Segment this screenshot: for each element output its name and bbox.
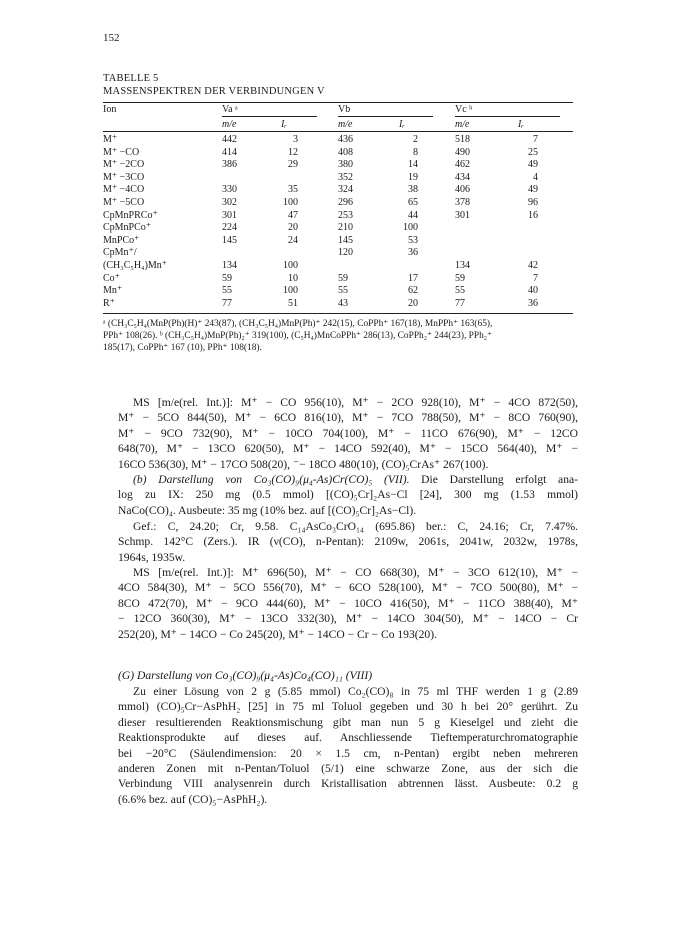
mass-spectrum-paragraph-2 bbox=[118, 565, 578, 642]
preparation-b-paragraph bbox=[118, 472, 578, 518]
table-cell-va-ir: 29 bbox=[288, 159, 298, 171]
table-cell-vb-ir: 38 bbox=[408, 184, 418, 196]
table-cell-va-ir: 3 bbox=[293, 134, 298, 145]
text-line: (6.6% bez. auf (CO)₅−AsPhH₂). bbox=[118, 792, 268, 806]
table-cell-ion: M⁺ −4CO bbox=[103, 184, 145, 196]
table-cell-vc-ir: 7 bbox=[533, 272, 538, 284]
table-cell-ion: M⁺ −2CO bbox=[103, 159, 145, 171]
table-bottom-rule bbox=[103, 313, 573, 314]
table-cell-vc-me: 406 bbox=[455, 184, 470, 196]
table-cell-vc-ir: 4 bbox=[533, 171, 538, 183]
sub-header-va-me: m/e bbox=[222, 119, 237, 130]
table-cell-vc-me: 77 bbox=[455, 297, 465, 309]
table-cell-va-me: 55 bbox=[222, 285, 232, 297]
table-cell-vb-me: 296 bbox=[338, 197, 353, 208]
table-cell-vc-ir: 49 bbox=[528, 184, 538, 196]
table-footnote: ᵃ (CH₃C₅H₄(MnP(Ph)(H)⁺ 243(87), (CH₃C₅H₄)MnP(Ph)⁺ 242(15), CoPPh⁺ 167(18), MnPPh⁺ 163(65), bbox=[103, 319, 493, 329]
table-cell-vc-me: 134 bbox=[455, 260, 470, 271]
table-cell-va-me: 414 bbox=[222, 146, 237, 158]
col-header-vb: Vb bbox=[338, 104, 351, 115]
table-vc-rule bbox=[455, 116, 560, 117]
page-number: 152 bbox=[103, 32, 120, 44]
table-cell-vb-ir: 62 bbox=[408, 285, 418, 297]
table-cell-va-me: 59 bbox=[222, 272, 232, 284]
text-line: − 12CO 360(30), M⁺ − 13CO 332(30), M⁺ − 14CO 304(50), M⁺ − 14CO − Cr bbox=[118, 612, 578, 626]
table-footnote: 185(17), CoPPh⁺ 167 (10), PPh⁺ 108(18). bbox=[103, 343, 262, 353]
table-cell-ion: CpMnPCo⁺ bbox=[103, 222, 152, 234]
table-cell-vb-ir: 17 bbox=[408, 272, 418, 284]
table-cell-vb-ir: 8 bbox=[413, 146, 418, 158]
table-cell-vc-ir: 7 bbox=[533, 134, 538, 145]
table-cell-vc-ir: 42 bbox=[528, 260, 538, 271]
table-cell-vb-ir: 19 bbox=[408, 171, 418, 183]
sub-header-va-ir: Iᵣ bbox=[281, 119, 287, 130]
table-cell-va-ir: 12 bbox=[288, 146, 298, 158]
table-cell-vb-me: 352 bbox=[338, 171, 353, 183]
text-line: 1964s, 1935w. bbox=[118, 550, 186, 564]
table-cell-ion: M⁺ −3CO bbox=[103, 171, 145, 183]
table-vb-rule bbox=[338, 116, 433, 117]
col-header-vc: Vc ᵇ bbox=[455, 104, 473, 115]
text-line: anderen Zonen mit n-Pentan/Toluol (5/1) eine schwarze Zone, aus der sich die bbox=[118, 761, 578, 775]
text-line: Schmp. 142°C (Zers.). IR (ν(CO), n-Pentan): 2109w, 2061s, 2041w, 2032w, 1978s, bbox=[118, 535, 578, 549]
text-line: dieser resultierenden Reaktionsmischung gibt man nun 5 g Kieselgel und zieht die bbox=[118, 715, 578, 729]
table-cell-vc-me: 55 bbox=[455, 285, 465, 297]
table-cell-vb-me: 43 bbox=[338, 297, 348, 309]
table-cell-vc-me: 518 bbox=[455, 134, 470, 145]
table-cell-va-me: 302 bbox=[222, 197, 237, 208]
mass-spectrum-paragraph-1 bbox=[118, 395, 578, 472]
table-cell-va-ir: 47 bbox=[288, 209, 298, 221]
table-cell-vb-ir: 36 bbox=[408, 247, 418, 259]
table-cell-va-me: 442 bbox=[222, 134, 237, 145]
col-header-va: Va ᵃ bbox=[222, 104, 238, 115]
text-line: log zu IX: 250 mg (0.5 mmol) [(CO)₅Cr]₂As−Cl [24], 300 mg (1.53 mmol) bbox=[118, 488, 578, 502]
table-cell-va-ir: 35 bbox=[288, 184, 298, 196]
table-cell-vc-me: 301 bbox=[455, 209, 470, 221]
table-cell-vc-ir: 49 bbox=[528, 159, 538, 171]
table-subtitle: MASSENSPEKTREN DER VERBINDUNGEN V bbox=[103, 86, 325, 97]
text-span: Die Darstellung erfolgt ana- bbox=[409, 473, 578, 486]
table-cell-va-ir: 10 bbox=[288, 272, 298, 284]
table-cell-vb-me: 210 bbox=[338, 222, 353, 234]
table-cell-va-ir: 51 bbox=[288, 297, 298, 309]
table-cell-va-ir: 100 bbox=[283, 197, 298, 208]
text-line: Verbindung VIII analysenrein durch Kristallisation abtrennen lässt. Ausbeute: 0.2 g bbox=[118, 777, 578, 791]
table-cell-vc-ir: 40 bbox=[528, 285, 538, 297]
table-cell-ion: Co⁺ bbox=[103, 272, 120, 284]
table-cell-vb-me: 253 bbox=[338, 209, 353, 221]
table-cell-vc-ir: 36 bbox=[528, 297, 538, 309]
table-cell-va-me: 134 bbox=[222, 260, 237, 271]
table-cell-vb-ir: 44 bbox=[408, 209, 418, 221]
table-cell-vb-me: 145 bbox=[338, 234, 353, 246]
table-cell-va-me: 145 bbox=[222, 234, 237, 246]
table-cell-va-ir: 100 bbox=[283, 260, 298, 271]
text-line: MS [m/e(rel. Int.)]: M⁺ − CO 956(10), M⁺ − 2CO 928(10), M⁺ − 4CO 872(50), bbox=[133, 396, 578, 409]
table-cell-vb-ir: 100 bbox=[403, 222, 418, 234]
table-cell-ion: CpMn⁺/ bbox=[103, 247, 137, 259]
text-line: M⁺ − 5CO 844(50), M⁺ − 6CO 816(10), M⁺ − 7CO 788(50), M⁺ − 8CO 760(90), bbox=[118, 411, 578, 425]
text-line: Zu einer Lösung von 2 g (5.85 mmol) Co₂(CO)₈ in 75 ml THF werden 1 g (2.89 bbox=[133, 685, 578, 698]
sub-header-vc-ir: Iᵣ bbox=[518, 119, 524, 130]
table-cell-ion: CpMnPRCo⁺ bbox=[103, 209, 158, 221]
table-cell-vc-me: 490 bbox=[455, 146, 470, 158]
text-line: 16CO 536(30), M⁺ − 17CO 508(20), ⁻− 18CO 480(10), (CO)₅CrAs⁺ 267(100). bbox=[118, 457, 489, 471]
table-cell-va-me: 386 bbox=[222, 159, 237, 171]
table-cell-vc-ir: 16 bbox=[528, 209, 538, 221]
table-cell-vb-me: 436 bbox=[338, 134, 353, 145]
text-line: M⁺ − 9CO 732(90), M⁺ − 10CO 704(100), M⁺ − 11CO 676(90), M⁺ − 12CO bbox=[118, 426, 578, 440]
table-cell-va-me: 77 bbox=[222, 297, 232, 309]
table-cell-vb-ir: 65 bbox=[408, 197, 418, 208]
preparation-viii-paragraph bbox=[118, 684, 578, 807]
sub-header-vc-me: m/e bbox=[455, 119, 470, 130]
table-footnote: PPh⁺ 108(26). ᵇ (CH₃C₅H₄)MnP(Ph)₂⁺ 319(100), (C₅H₄)MnCoPPh⁺ 286(13), CoPPh₂⁺ 244(23), PPh₂⁺ bbox=[103, 331, 492, 341]
table-cell-va-me: 224 bbox=[222, 222, 237, 234]
table-cell-vc-ir: 96 bbox=[528, 197, 538, 208]
table-cell-vb-ir: 14 bbox=[408, 159, 418, 171]
table-cell-ion: MnPCo⁺ bbox=[103, 234, 140, 246]
preparation-b-heading: (b) Darstellung von Co₃(CO)₉(μ₄-As)Cr(CO)₅ (VII). bbox=[133, 473, 410, 486]
text-line: 252(20), M⁺ − 14CO − Co 245(20), M⁺ − 14CO − Cr − Co 193(20). bbox=[118, 627, 437, 641]
text-line: 4CO 584(30), M⁺ − 5CO 556(70), M⁺ − 6CO 528(100), M⁺ − 7CO 500(80), M⁺ − bbox=[118, 581, 578, 595]
table-cell-va-me: 330 bbox=[222, 184, 237, 196]
table-cell-va-ir: 24 bbox=[288, 234, 298, 246]
text-line: bei −20°C (Säulendimension: 20 × 1.5 cm, n-Pentan) ergibt neben mehreren bbox=[118, 746, 578, 760]
table-cell-vb-me: 59 bbox=[338, 272, 348, 284]
table-cell-ion: (CH₃C₅H₄)Mn⁺ bbox=[103, 260, 168, 271]
table-cell-vc-me: 434 bbox=[455, 171, 470, 183]
table-cell-vb-ir: 20 bbox=[408, 297, 418, 309]
table-cell-vb-me: 120 bbox=[338, 247, 353, 259]
table-cell-vb-me: 408 bbox=[338, 146, 353, 158]
table-cell-vb-me: 324 bbox=[338, 184, 353, 196]
table-cell-va-ir: 100 bbox=[283, 285, 298, 297]
table-cell-ion: M⁺ −5CO bbox=[103, 197, 145, 208]
text-line bbox=[118, 472, 578, 487]
text-line: 8CO 472(70), M⁺ − 9CO 444(60), M⁺ − 10CO 416(50), M⁺ − 11CO 388(40), M⁺ bbox=[118, 596, 578, 610]
table-cell-vb-me: 55 bbox=[338, 285, 348, 297]
table-cell-vc-me: 59 bbox=[455, 272, 465, 284]
table-cell-va-ir: 20 bbox=[288, 222, 298, 234]
table-cell-ion: Mn⁺ bbox=[103, 285, 123, 297]
col-header-ion: Ion bbox=[103, 104, 117, 115]
table-cell-vb-ir: 53 bbox=[408, 234, 418, 246]
sub-header-vb-ir: Iᵣ bbox=[399, 119, 405, 130]
text-line: 648(70), M⁺ − 13CO 620(50), M⁺ − 14CO 592(40), M⁺ − 15CO 564(40), M⁺ − bbox=[118, 442, 578, 456]
section-heading: (G) Darstellung von Co₃(CO)₉(μ₄-As)Co₄(CO)₁₁ (VIII) bbox=[118, 669, 373, 682]
sub-header-vb-me: m/e bbox=[338, 119, 353, 130]
table-cell-ion: M⁺ −CO bbox=[103, 146, 140, 158]
text-line: MS [m/e(rel. Int.)]: M⁺ 696(50), M⁺ − CO 668(30), M⁺ − 3CO 612(10), M⁺ − bbox=[133, 566, 578, 579]
table-cell-ion: M⁺ bbox=[103, 134, 118, 145]
text-line: NaCo(CO)₄. Ausbeute: 35 mg (10% bez. auf [(CO)₅Cr]₂As−Cl). bbox=[118, 503, 417, 517]
table-cell-vc-ir: 25 bbox=[528, 146, 538, 158]
table-cell-ion: R⁺ bbox=[103, 297, 115, 309]
table-cell-vc-me: 462 bbox=[455, 159, 470, 171]
table-cell-vb-me: 380 bbox=[338, 159, 353, 171]
analysis-paragraph bbox=[118, 519, 578, 565]
table-va-rule bbox=[222, 116, 317, 117]
table-title: TABELLE 5 bbox=[103, 73, 159, 84]
table-cell-vb-ir: 2 bbox=[413, 134, 418, 145]
table-cell-va-me: 301 bbox=[222, 209, 237, 221]
text-line: mmol) (CO)₅Cr−AsPhH₂ [25] in 75 ml Toluol gegeben und 30 h bei 20° gerührt. Zu bbox=[118, 700, 578, 714]
text-line: Reaktionsprodukte auf dieses auf. Anschliessende Tieftemperaturchromatographie bbox=[118, 731, 578, 745]
table-header-rule bbox=[103, 131, 573, 132]
table-cell-vc-me: 378 bbox=[455, 197, 470, 208]
text-line: Gef.: C, 24.20; Cr, 9.58. C₁₄AsCo₃CrO₁₄ (695.86) ber.: C, 24.16; Cr, 7.47%. bbox=[133, 520, 578, 533]
table-top-rule bbox=[103, 102, 573, 103]
